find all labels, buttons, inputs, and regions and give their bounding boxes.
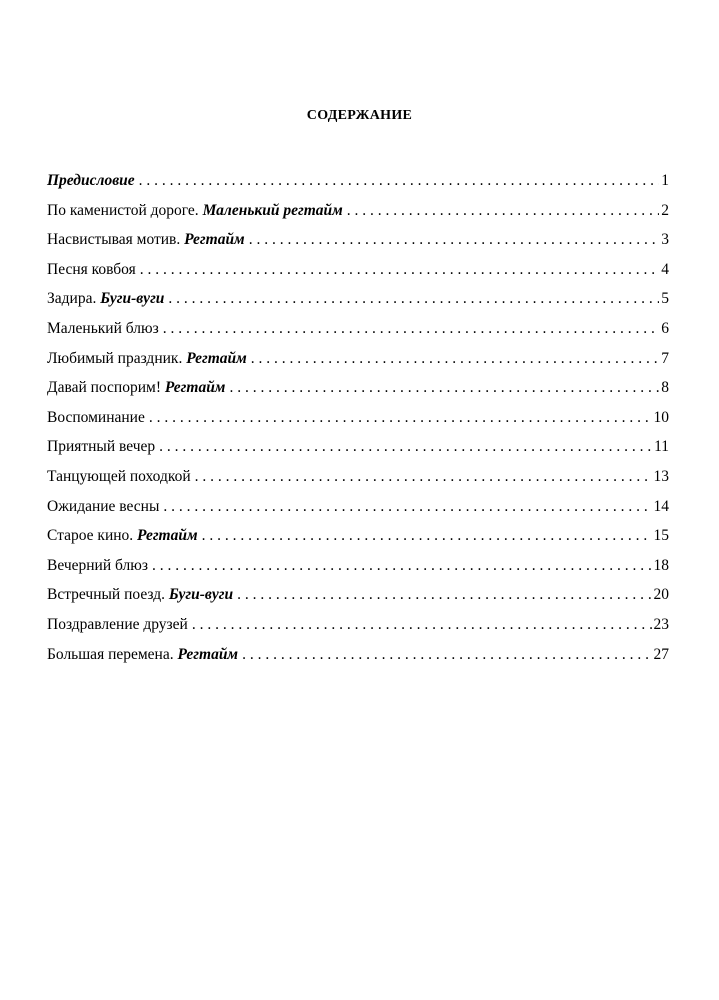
toc-entry-text xyxy=(47,580,233,610)
toc-entry-title: Воспоминание xyxy=(47,408,145,426)
toc-entry-title: Большая перемена. xyxy=(47,645,178,663)
toc-entry xyxy=(47,225,669,255)
toc-entry-page: 15 xyxy=(653,527,669,545)
toc-entry-title: Встречный поезд. xyxy=(47,586,169,604)
toc-entry xyxy=(47,462,669,492)
toc-leader-dots xyxy=(195,462,652,492)
toc-leader-dots xyxy=(140,255,660,285)
toc-entry-title: Любимый праздник. xyxy=(47,349,187,367)
toc-entry-text xyxy=(47,225,245,255)
toc-entry-text xyxy=(47,255,136,285)
toc-leader-dots xyxy=(152,551,652,581)
toc-entry-genre: Буги-вуги xyxy=(100,290,165,308)
toc-entry-genre: Регтайм xyxy=(137,527,198,545)
toc-entry-title: Предисловие xyxy=(47,172,135,189)
toc-entry-page: 2 xyxy=(661,201,669,219)
toc-leader-dots xyxy=(237,580,651,610)
toc-entry-text xyxy=(47,492,159,522)
toc-entry-page: 13 xyxy=(653,467,669,485)
toc-leader-dots xyxy=(202,521,652,551)
toc-entry-genre: Маленький регтайм xyxy=(202,201,343,219)
toc-entry-text xyxy=(47,432,155,462)
toc-entry-genre: Буги-вуги xyxy=(168,586,234,604)
toc-leader-dots xyxy=(139,166,660,196)
toc-entry-page: 10 xyxy=(653,408,669,426)
toc-entry xyxy=(47,403,669,433)
toc-entry-page: 8 xyxy=(661,379,669,397)
toc-leader-dots xyxy=(249,225,660,255)
toc-leader-dots xyxy=(163,314,660,344)
toc-entry-page: 3 xyxy=(661,231,669,249)
toc-entry-text xyxy=(47,166,135,196)
toc-leader-dots xyxy=(229,373,659,403)
toc-entry-page: 27 xyxy=(653,645,669,663)
toc-entry-title: Задира. xyxy=(47,290,101,308)
toc-entry-genre: Регтайм xyxy=(164,379,226,397)
toc-leader-dots xyxy=(192,610,652,640)
toc-entry-text xyxy=(47,344,247,374)
toc-entry-genre: Регтайм xyxy=(186,349,247,367)
table-of-contents xyxy=(47,166,669,669)
toc-entry-text xyxy=(47,640,238,670)
toc-entry xyxy=(47,373,669,403)
toc-entry-text xyxy=(47,196,343,226)
toc-entry xyxy=(47,580,669,610)
toc-entry-text xyxy=(47,462,191,492)
toc-entry-text xyxy=(47,373,225,403)
toc-leader-dots xyxy=(168,284,659,314)
toc-entry xyxy=(47,610,669,640)
toc-entry xyxy=(47,432,669,462)
toc-entry-title: Танцующей походкой xyxy=(47,467,191,485)
toc-entry xyxy=(47,551,669,581)
toc-entry-genre: Регтайм xyxy=(177,645,239,663)
toc-entry-page: 7 xyxy=(661,349,669,367)
toc-entry-page: 5 xyxy=(661,290,669,308)
toc-entry xyxy=(47,640,669,670)
toc-entry-text xyxy=(47,314,159,344)
toc-entry-text xyxy=(47,403,145,433)
toc-entry xyxy=(47,284,669,314)
toc-entry-page: 6 xyxy=(661,319,669,337)
toc-entry-title: Давай поспорим! xyxy=(47,379,165,397)
toc-leader-dots xyxy=(163,492,651,522)
toc-entry xyxy=(47,344,669,374)
toc-entry-title: Старое кино. xyxy=(47,527,138,545)
toc-leader-dots xyxy=(347,196,659,226)
toc-entry-page: 23 xyxy=(653,615,669,633)
toc-entry-page: 20 xyxy=(653,586,669,604)
toc-entry-title: Маленький блюз xyxy=(47,319,159,337)
toc-entry-text xyxy=(47,551,148,581)
toc-entry-genre: Регтайм xyxy=(184,231,245,249)
toc-entry-title: Вечерний блюз xyxy=(47,556,148,574)
toc-entry-text xyxy=(47,610,188,640)
toc-leader-dots xyxy=(242,640,651,670)
toc-entry-page: 4 xyxy=(661,260,669,278)
toc-entry xyxy=(47,314,669,344)
toc-entry-text xyxy=(47,521,198,551)
toc-leader-dots xyxy=(149,403,652,433)
toc-entry-title: Песня ковбоя xyxy=(47,260,136,278)
toc-entry-title: Поздравление друзей xyxy=(47,615,188,633)
toc-entry-title: Приятный вечер xyxy=(47,438,156,456)
toc-entry xyxy=(47,492,669,522)
toc-entry-page: 14 xyxy=(653,497,669,515)
toc-leader-dots xyxy=(159,432,652,462)
toc-entry xyxy=(47,521,669,551)
toc-entry-page: 1 xyxy=(661,172,669,189)
toc-leader-dots xyxy=(251,344,659,374)
toc-entry xyxy=(47,196,669,226)
toc-entry-page: 18 xyxy=(653,556,669,574)
toc-entry-title: По каменистой дороге. xyxy=(47,201,203,219)
toc-entry xyxy=(47,255,669,285)
toc-entry-text xyxy=(47,284,164,314)
toc-entry-title: Ожидание весны xyxy=(47,497,160,515)
toc-title: СОДЕРЖАНИЕ xyxy=(306,108,413,123)
toc-entry-page: 11 xyxy=(654,438,669,456)
toc-entry-title: Насвистывая мотив. xyxy=(47,231,185,249)
toc-entry xyxy=(47,166,669,196)
